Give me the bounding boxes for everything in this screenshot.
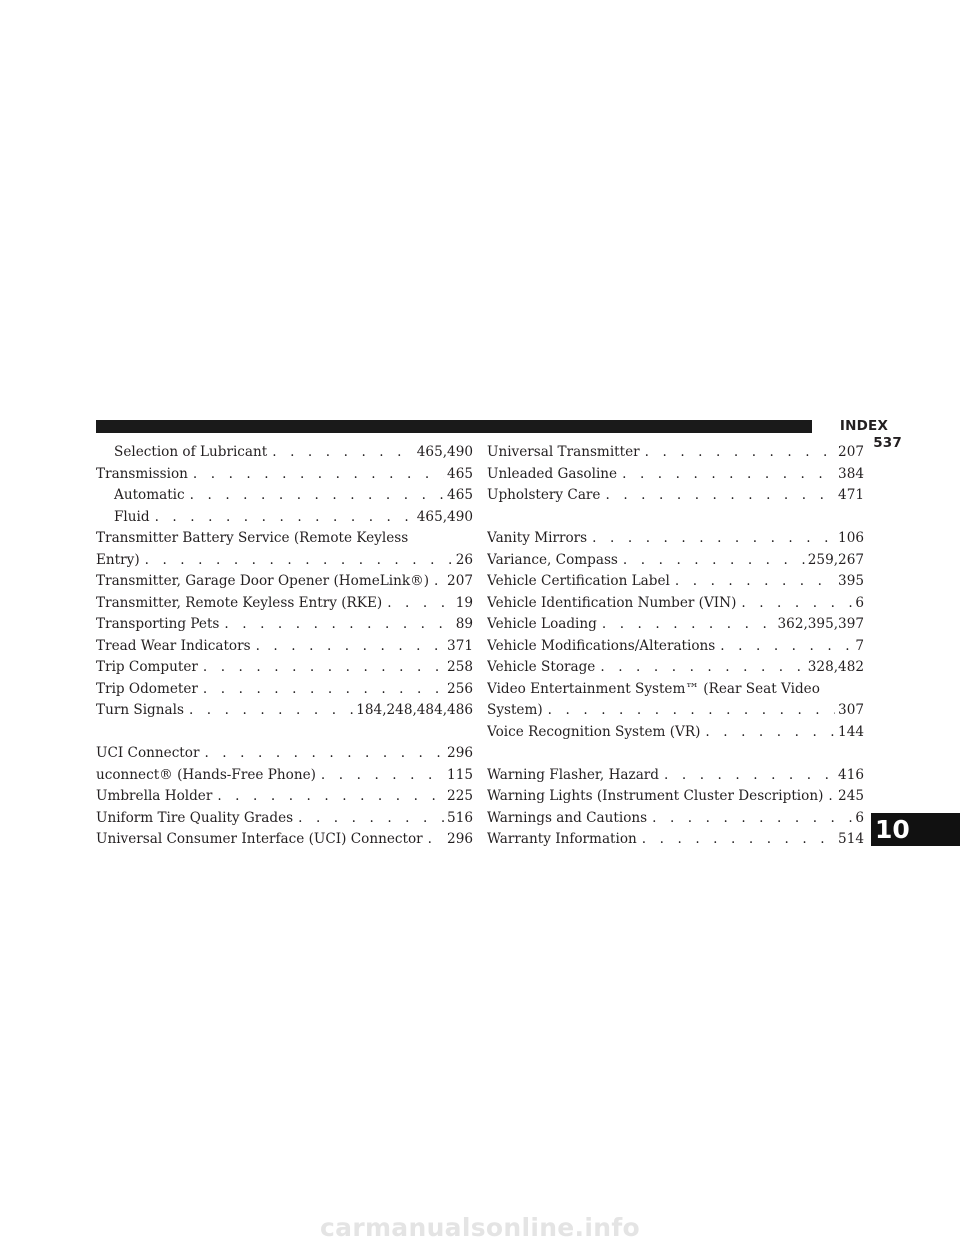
index-entry-page[interactable]: 19 — [455, 594, 473, 611]
index-column-left — [96, 442, 473, 851]
dot-leader — [429, 571, 444, 593]
index-entry-term: Trip Computer — [96, 659, 198, 675]
dot-leader — [600, 485, 835, 507]
index-entry-page[interactable]: 416 — [838, 766, 864, 783]
index-entry-page[interactable]: 256 — [447, 680, 473, 697]
index-entry[interactable] — [96, 786, 473, 808]
entry-gap — [96, 722, 473, 744]
index-entry-term: Video Entertainment System™ (Rear Seat Video — [487, 680, 820, 697]
index-entry-page[interactable]: 465,490 — [416, 444, 473, 460]
index-entry-page[interactable]: 207 — [838, 444, 864, 460]
index-entry[interactable] — [96, 657, 473, 679]
index-entry-term: Transmission — [96, 465, 188, 482]
index-entry-term: UCI Connector — [96, 745, 200, 761]
dot-leader — [423, 829, 444, 851]
header-section: INDEX — [839, 418, 889, 434]
watermark-text: carmanualsonline.info — [320, 1213, 640, 1242]
index-entry-page[interactable]: 144 — [838, 723, 864, 740]
dot-leader — [736, 593, 852, 615]
dot-leader — [185, 485, 444, 507]
index-entry-term: Transporting Pets — [96, 616, 220, 632]
index-entry[interactable] — [96, 614, 473, 636]
index-entry-page[interactable]: 106 — [838, 530, 864, 546]
index-entry-page[interactable]: 395 — [838, 573, 864, 589]
dot-leader — [670, 571, 835, 593]
dot-leader — [199, 743, 444, 765]
index-entry-term: Vanity Mirrors — [487, 530, 588, 546]
index-entry[interactable] — [96, 593, 473, 615]
index-entry[interactable] — [96, 700, 473, 722]
index-entry[interactable] — [96, 679, 473, 701]
index-entry-term: Unleaded Gasoline — [487, 465, 618, 482]
index-entry-page[interactable]: 225 — [447, 788, 473, 804]
index-entry[interactable] — [96, 808, 473, 830]
index-entry[interactable] — [487, 657, 864, 679]
index-entry-term: Transmitter Battery Service (Remote Keyless — [96, 530, 409, 546]
index-entry[interactable] — [487, 700, 864, 722]
index-entry-term: Voice Recognition System (VR) — [487, 723, 701, 740]
index-entry[interactable] — [487, 614, 864, 636]
index-entry[interactable] — [96, 550, 473, 572]
dot-leader — [597, 614, 775, 636]
index-entry-term: Transmitter, Remote Keyless Entry (RKE) — [96, 594, 383, 611]
index-entry[interactable] — [487, 808, 864, 830]
index-entry-page[interactable]: 184,248,484,486 — [356, 702, 473, 718]
index-entry-page[interactable]: 516 — [447, 809, 473, 826]
index-entry[interactable] — [96, 528, 473, 550]
dot-leader — [382, 593, 453, 615]
dot-leader — [618, 550, 805, 572]
index-entry-term: Vehicle Modifications/Alterations — [487, 637, 716, 654]
index-entry-term: Vehicle Identification Number (VIN) — [487, 594, 737, 611]
index-entry[interactable] — [487, 765, 864, 787]
index-entry-term: Umbrella Holder — [96, 788, 213, 804]
index-entry[interactable] — [487, 485, 864, 507]
index-entry-page[interactable]: 6 — [855, 594, 864, 611]
index-entry-term: Warranty Information — [487, 831, 637, 847]
index-entry[interactable] — [487, 442, 864, 464]
dot-leader — [140, 550, 453, 572]
dot-leader — [251, 636, 444, 658]
dot-leader — [659, 765, 835, 787]
index-entry-page[interactable]: 245 — [838, 788, 864, 804]
index-entry-page[interactable]: 471 — [838, 487, 864, 503]
dot-leader — [198, 679, 444, 701]
index-entry-page[interactable]: 328,482 — [807, 659, 864, 675]
index-entry-page[interactable]: 26 — [455, 551, 473, 568]
index-entry-page[interactable]: 384 — [838, 465, 864, 482]
chapter-tab[interactable]: 10 — [871, 813, 960, 846]
index-entry[interactable] — [96, 571, 473, 593]
dot-leader — [267, 442, 414, 464]
index-entry[interactable] — [96, 743, 473, 765]
dot-leader — [543, 700, 835, 722]
dot-leader — [212, 786, 444, 808]
dot-leader — [150, 507, 414, 529]
index-entry[interactable] — [487, 593, 864, 615]
index-entry[interactable] — [96, 485, 473, 507]
index-entry[interactable] — [96, 442, 473, 464]
index-entry-term: Variance, Compass — [487, 551, 618, 568]
index-entry[interactable] — [487, 464, 864, 486]
index-entry-term: Vehicle Loading — [487, 616, 597, 632]
index-entry-page[interactable]: 7 — [855, 637, 864, 654]
dot-leader — [188, 464, 444, 486]
dot-leader — [587, 528, 835, 550]
index-entry[interactable] — [487, 722, 864, 744]
index-entry-term: Trip Odometer — [96, 680, 198, 697]
index-entry-page[interactable]: 514 — [838, 831, 864, 847]
dot-leader — [637, 829, 835, 851]
index-entry-term: Selection of Lubricant — [114, 444, 268, 460]
index-entry-page[interactable]: 465,490 — [416, 508, 473, 525]
dot-leader — [595, 657, 804, 679]
dot-leader — [316, 765, 444, 787]
index-entry-page[interactable]: 465 — [447, 487, 473, 503]
index-entry-term: Transmitter, Garage Door Opener (HomeLink®) — [96, 573, 430, 589]
header-rule — [96, 420, 902, 433]
running-header — [812, 418, 902, 451]
dot-leader — [219, 614, 452, 636]
index-entry-page[interactable]: 362,395,397 — [777, 616, 864, 632]
index-column-right — [487, 442, 864, 851]
index-entry-term: Tread Wear Indicators — [96, 637, 251, 654]
index-entry-term: Vehicle Certification Label — [487, 573, 670, 589]
index-entry-page[interactable]: 89 — [455, 616, 473, 632]
entry-gap — [487, 507, 864, 529]
dot-leader — [198, 657, 444, 679]
index-entry[interactable] — [487, 528, 864, 550]
index-entry-term: Vehicle Storage — [487, 659, 596, 675]
index-entry-term: Warning Lights (Instrument Cluster Description) — [487, 788, 824, 804]
index-entry[interactable] — [487, 679, 864, 701]
header-page-number: 537 — [873, 435, 902, 451]
index-entry[interactable] — [487, 786, 864, 808]
index-entry-page[interactable]: 296 — [447, 831, 473, 847]
index-entry-term: Warning Flasher, Hazard — [487, 766, 660, 783]
entry-gap — [487, 743, 864, 765]
dot-leader — [715, 636, 852, 658]
dot-leader — [640, 442, 835, 464]
index-entry[interactable] — [96, 464, 473, 486]
index-entry-page[interactable]: 307 — [838, 702, 864, 718]
index-entry-page[interactable]: 6 — [855, 809, 864, 826]
index-entry-page[interactable]: 207 — [447, 573, 473, 589]
index-entry[interactable] — [96, 636, 473, 658]
index-entry-page[interactable]: 259,267 — [807, 551, 864, 568]
index-entry-term: Universal Consumer Interface (UCI) Connector — [96, 831, 423, 847]
index-entry-page[interactable]: 258 — [447, 659, 473, 675]
index-entry-term: uconnect® (Hands-Free Phone) — [96, 766, 316, 783]
index-entry[interactable] — [487, 636, 864, 658]
index-entry[interactable] — [96, 507, 473, 529]
index-entry-page[interactable]: 465 — [447, 465, 473, 482]
index-entry-term: Automatic — [114, 487, 185, 503]
dot-leader — [823, 786, 835, 808]
dot-leader — [184, 700, 353, 722]
index-entry-page[interactable]: 115 — [447, 766, 473, 783]
dot-leader — [293, 808, 444, 830]
index-entry[interactable] — [487, 829, 864, 851]
dot-leader — [647, 808, 852, 830]
index-entry-term: Warnings and Cautions — [487, 809, 648, 826]
index-entry[interactable] — [96, 765, 473, 787]
index-entry[interactable] — [96, 829, 473, 851]
index-entry-term: Upholstery Care — [487, 487, 601, 503]
index-entry-page[interactable]: 371 — [447, 637, 473, 654]
index-entry-term: System) — [487, 702, 543, 718]
index-entry[interactable] — [487, 571, 864, 593]
index-entry-term: Uniform Tire Quality Grades — [96, 809, 294, 826]
index-entry-term: Entry) — [96, 551, 140, 568]
dot-leader — [700, 722, 835, 744]
index-entry-term: Universal Transmitter — [487, 444, 640, 460]
index-entry-page[interactable]: 296 — [447, 745, 473, 761]
index-entry-term: Fluid — [114, 508, 150, 525]
index-entry[interactable] — [487, 550, 864, 572]
dot-leader — [617, 464, 835, 486]
index-entry-term: Turn Signals — [96, 702, 184, 718]
